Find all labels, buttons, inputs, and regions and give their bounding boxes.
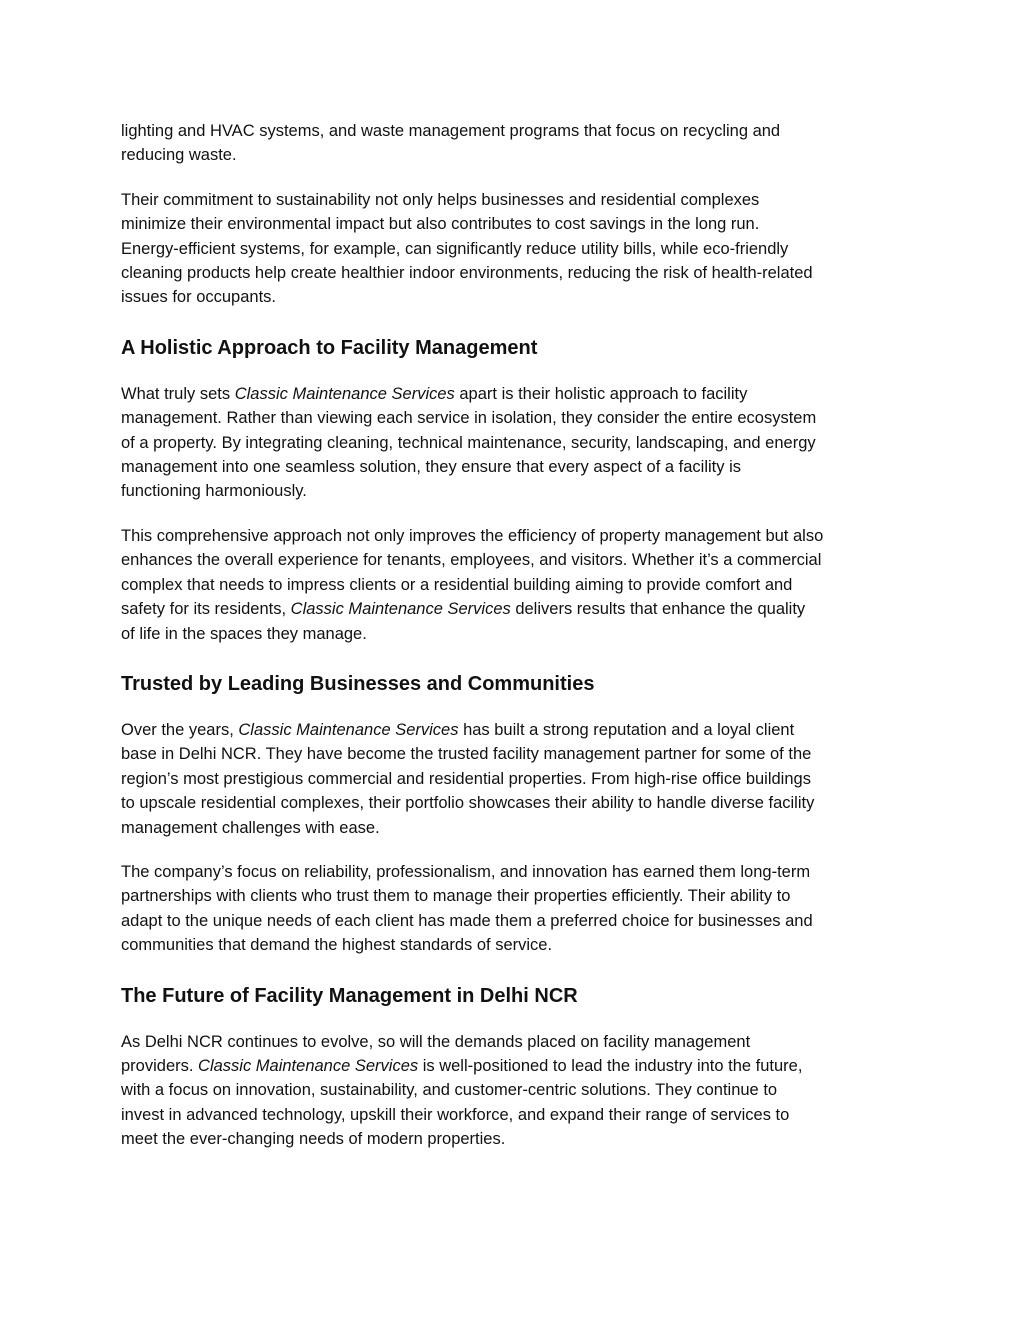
text-segment: What truly sets: [121, 384, 235, 403]
paragraph-sustainability-commitment: Their commitment to sustainability not only helps businesses and residential complexes minimize their environmental impact but also contributes to cost savings in the long run. Energy-efficient systems, for example, can significantly reduce utility bills, while eco-friendly cleaning products help create healthier indoor environments, reducing the risk of health-related issues for occupants.: [121, 190, 813, 307]
paragraph-reputation: [121, 718, 907, 840]
text-segment: has built a strong reputation and a loyal client base in Delhi NCR. They have become the trusted facility management partner for some of the region’s most prestigious commercial and residential properties. From high-rise office buildings to upscale residential complexes, their portfolio showcases their ability to handle diverse facility management challenges with ease.: [121, 720, 815, 837]
company-name: Classic Maintenance Services: [198, 1056, 419, 1075]
paragraph-partnerships: The company’s focus on reliability, professionalism, and innovation has earned them long-term partnerships with clients who trust them to manage their properties efficiently. Their ability to adapt to the unique needs of each client has made them a preferred choice for businesses and communities that demand the highest standards of service.: [121, 862, 813, 955]
heading-holistic-approach: A Holistic Approach to Facility Management: [121, 336, 538, 359]
text-segment: apart is their holistic approach to facility management. Rather than viewing each service in isolation, they consider the entire ecosystem of a property. By integrating cleaning, technical maintenance, security, landscaping, and energy management into one seamless solution, they ensure that every aspect of a facility is functioning harmoniously.: [121, 384, 817, 501]
text-segment: Over the years,: [121, 720, 239, 739]
company-name: Classic Maintenance Services: [238, 720, 459, 739]
text-segment: is well-positioned to lead the industry into the future, with a focus on innovation, sustainability, and customer-centric solutions. They continue to invest in advanced technology, upskill their workforce, and expand their range of services to meet the ever-changing needs of modern properties.: [121, 1056, 803, 1149]
heading-future: The Future of Facility Management in Delhi NCR: [121, 984, 578, 1007]
paragraph-sustainability-programs: lighting and HVAC systems, and waste management programs that focus on recycling and reducing waste.: [121, 122, 781, 165]
text-segment: As Delhi NCR continues to evolve, so will the demands placed on facility management providers.: [121, 1032, 751, 1075]
paragraph-holistic-approach: [121, 382, 907, 504]
text-segment: This comprehensive approach not only improves the efficiency of property management but also enhances the overall experience for tenants, employees, and visitors. Whether it’s a commercial complex that needs to impress clients or a residential building aiming to provide comfort and safety for its residents,: [121, 526, 824, 619]
paragraph-comprehensive-approach: [121, 524, 907, 646]
document-page: [121, 119, 907, 1172]
company-name: Classic Maintenance Services: [290, 600, 511, 619]
text-segment: delivers results that enhance the quality of life in the spaces they manage.: [121, 600, 806, 643]
heading-trusted-by: Trusted by Leading Businesses and Communities: [121, 672, 595, 695]
paragraph-future: [121, 1030, 907, 1152]
company-name: Classic Maintenance Services: [234, 384, 455, 403]
